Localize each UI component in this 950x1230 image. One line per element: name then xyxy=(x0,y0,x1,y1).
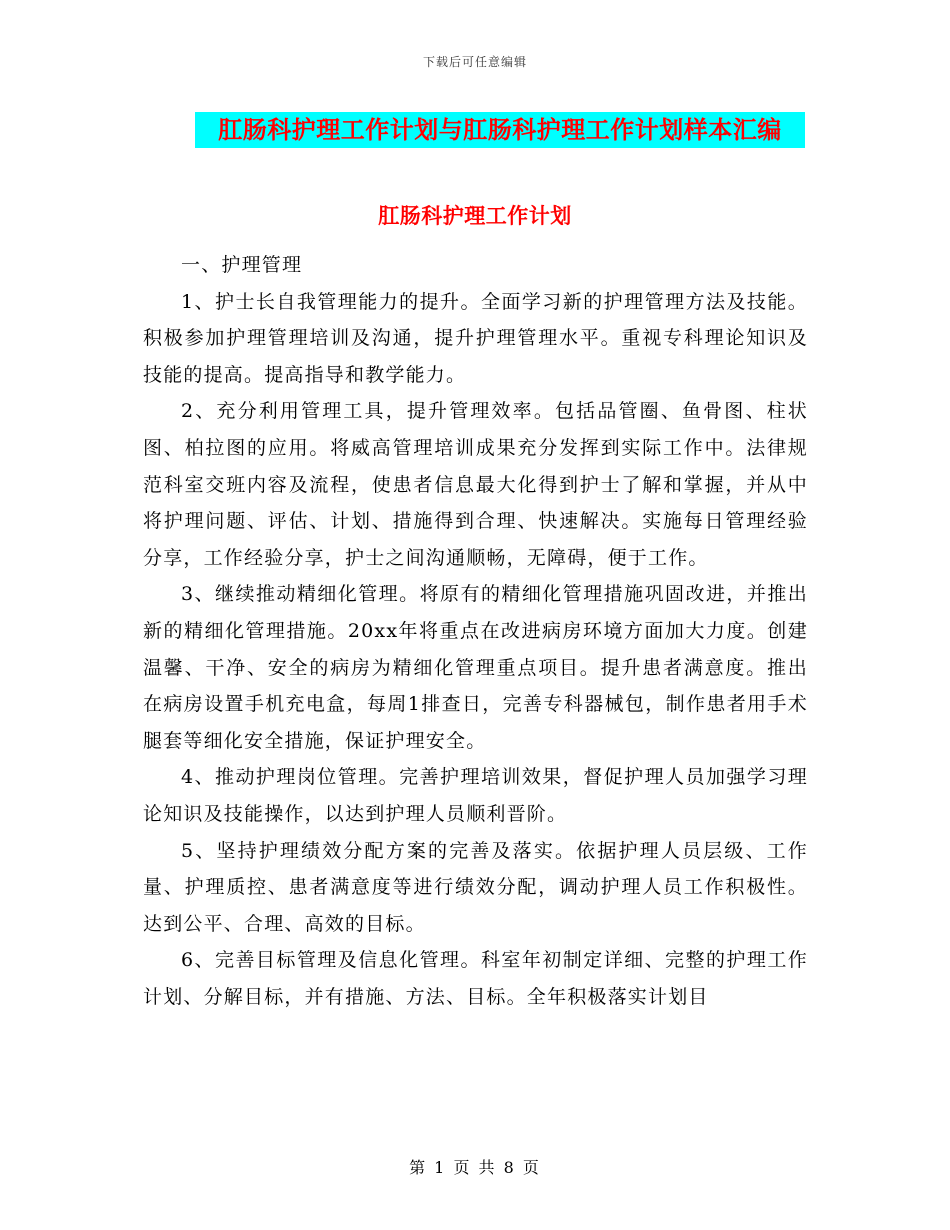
paragraph: 3、继续推动精细化管理。将原有的精细化管理措施巩固改进，并推出新的精细化管理措施。20xx年将重点在改进病房环境方面加大力度。创建温馨、干净、安全的病房为精细化管理重点项目。提升患者满意度。推出在病房设置手机充电盒，每周1排查日，完善专科器械包，制作患者用手术腿套等细化安全措施，保证护理安全。 xyxy=(143,583,808,752)
body-text xyxy=(143,247,808,1015)
paragraph: 4、推动护理岗位管理。完善护理培训效果，督促护理人员加强学习理论知识及技能操作，以达到护理人员顺利晋阶。 xyxy=(143,766,808,825)
main-title-highlight xyxy=(195,112,805,148)
paragraph: 1、护士长自我管理能力的提升。全面学习新的护理管理方法及技能。积极参加护理管理培训及沟通，提升护理管理水平。重视专科理论知识及技能的提高。提高指导和教学能力。 xyxy=(143,290,808,386)
page-header: 下载后可任意编辑 xyxy=(422,55,527,69)
main-title: 肛肠科护理工作计划与肛肠科护理工作计划样本汇编 xyxy=(218,115,782,144)
paragraph: 5、坚持护理绩效分配方案的完善及落实。依据护理人员层级、工作量、护理质控、患者满意度等进行绩效分配，调动护理人员工作积极性。达到公平、合理、高效的目标。 xyxy=(143,839,808,935)
section-title: 肛肠科护理工作计划 xyxy=(378,203,572,228)
paragraph: 2、充分利用管理工具，提升管理效率。包括品管圈、鱼骨图、柱状图、柏拉图的应用。将威高管理培训成果充分发挥到实际工作中。法律规范科室交班内容及流程，使患者信息最大化得到护士了解和掌握，并从中将护理问题、评估、计划、措施得到合理、快速解决。实施每日管理经验分享，工作经验分享，护士之间沟通顺畅，无障碍，便于工作。 xyxy=(143,400,808,569)
section-heading: 一、护理管理 xyxy=(181,254,303,276)
page-footer: 第 1 页 共 8 页 xyxy=(409,1158,541,1177)
paragraph: 6、完善目标管理及信息化管理。科室年初制定详细、完整的护理工作计划、分解目标，并有措施、方法、目标。全年积极落实计划目 xyxy=(143,949,808,1008)
